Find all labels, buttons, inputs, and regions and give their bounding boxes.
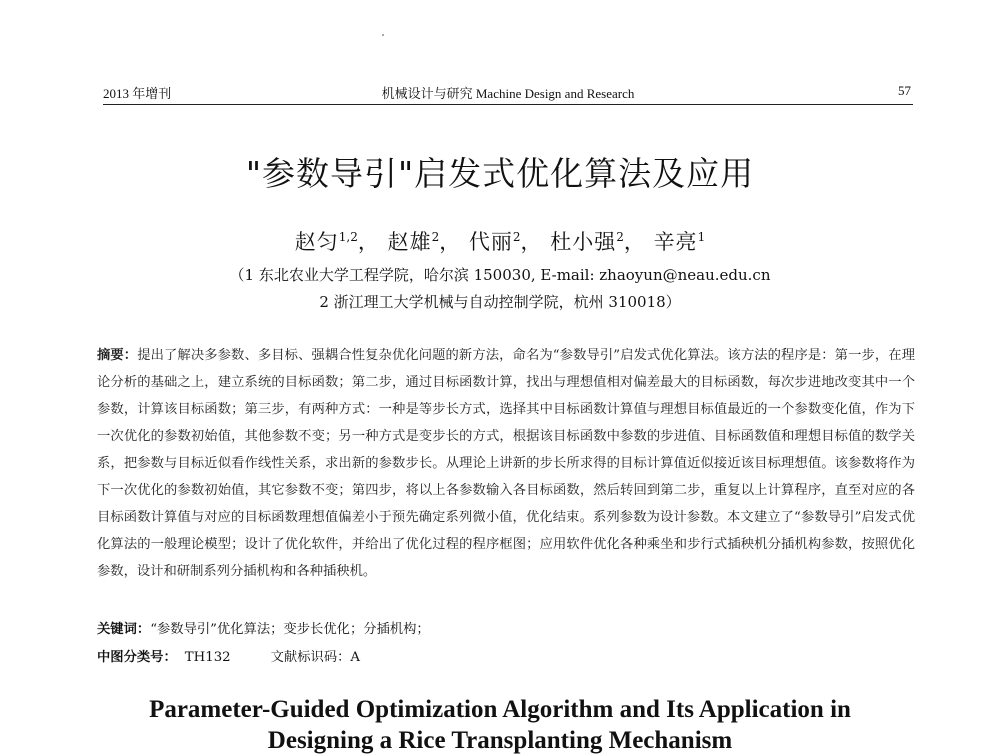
author-affiliation-mark: 2 (431, 230, 440, 244)
classification-line (97, 646, 915, 665)
author-affiliation-mark: 2 (512, 230, 521, 244)
header-issue: 2013 年增刊 (103, 86, 172, 101)
header-journal: 机械设计与研究 Machine Design and Research (381, 86, 635, 101)
english-title-line-1: Parameter-Guided Optimization Algorithm and Its Application in (149, 696, 851, 723)
affiliation-line-1: （1 东北农业大学工程学院，哈尔滨 150030, E-mail: zhaoyun@neau.edu.cn (229, 266, 771, 284)
classification-code: TH132 (184, 650, 231, 665)
header-page-number: 57 (898, 83, 911, 98)
abstract-label: 摘要： (97, 348, 138, 363)
author-separator: ， (520, 230, 543, 254)
abstract (97, 342, 915, 585)
author-separator: ， (357, 230, 380, 254)
keywords-text: “参数导引”优化算法；变步长优化；分插机构； (150, 622, 430, 637)
running-header (103, 83, 913, 105)
author-name: 杜小强 (550, 230, 617, 254)
author-separator: ， (439, 230, 462, 254)
author-name: 赵雄 (387, 230, 432, 254)
document-code-label: 文献标识码： (270, 650, 351, 665)
keywords-label: 关键词： (97, 622, 151, 637)
abstract-text: 提出了解决多参数、多目标、强耦合性复杂优化问题的新方法，命名为“参数导引”启发式优化算法。该方法的程序是：第一步，在理论分析的基础之上，建立系统的目标函数；第二步，通过目标函数计算，找出与理想值相对偏差最大的目标函数，每次步进地改变其中一个参数，计算该目标函数；第三步，有两种方式：一种是等步长方式，选择其中目标函数计算值与理想目标值最近的一个参数变化值，作为下一次优化的参数初始值，其他参数不变；另一种方式是变步长的方式，根据该目标函数中参数的步进值、目标函数值和理想目标值的数学关系，把参数与目标近似看作线性关系，求出新的参数步长。从理论上讲新的步长所求得的目标计算值近似接近该目标理想值。该参数将作为下一次优化的参数初始值，其它参数不变；第四步，将以上各参数输入各目标函数，然后转回到第二步，重复以上计算程序，直至对应的各目标函数计算值与对应的目标函数理想值偏差小于预先确定系列微小值，优化结束。系列参数为设计参数。本文建立了“参数导引”启发式优化算法的一般理论模型；设计了优化软件，并给出了优化过程的程序框图；应用软件优化各种乘坐和步行式插秧机分插机构参数，按照优化参数，设计和研制系列分插机构和各种插秧机。 (97, 348, 915, 579)
english-title-line-2: Designing a Rice Transplanting Mechanism (267, 727, 733, 754)
author-affiliation-mark: 1 (697, 230, 706, 244)
paper-title: "参数导引"启发式优化算法及应用 (245, 154, 755, 193)
author-list (0, 226, 1000, 256)
author-separator: ， (623, 230, 646, 254)
keywords (97, 618, 915, 637)
affiliation-line-2: 2 浙江理工大学机械与自动控制学院，杭州 310018） (319, 293, 681, 311)
author-name: 辛亮 (653, 230, 698, 254)
author-name: 赵匀 (294, 230, 339, 254)
classification-label: 中图分类号： (97, 650, 177, 665)
scan-speck (382, 34, 384, 36)
author-affiliation-mark: 1,2 (338, 230, 358, 244)
author-affiliation-mark: 2 (616, 230, 624, 244)
english-title (0, 694, 1000, 756)
header-rule (103, 104, 913, 105)
author-name: 代丽 (468, 230, 513, 254)
document-code: A (350, 650, 361, 665)
